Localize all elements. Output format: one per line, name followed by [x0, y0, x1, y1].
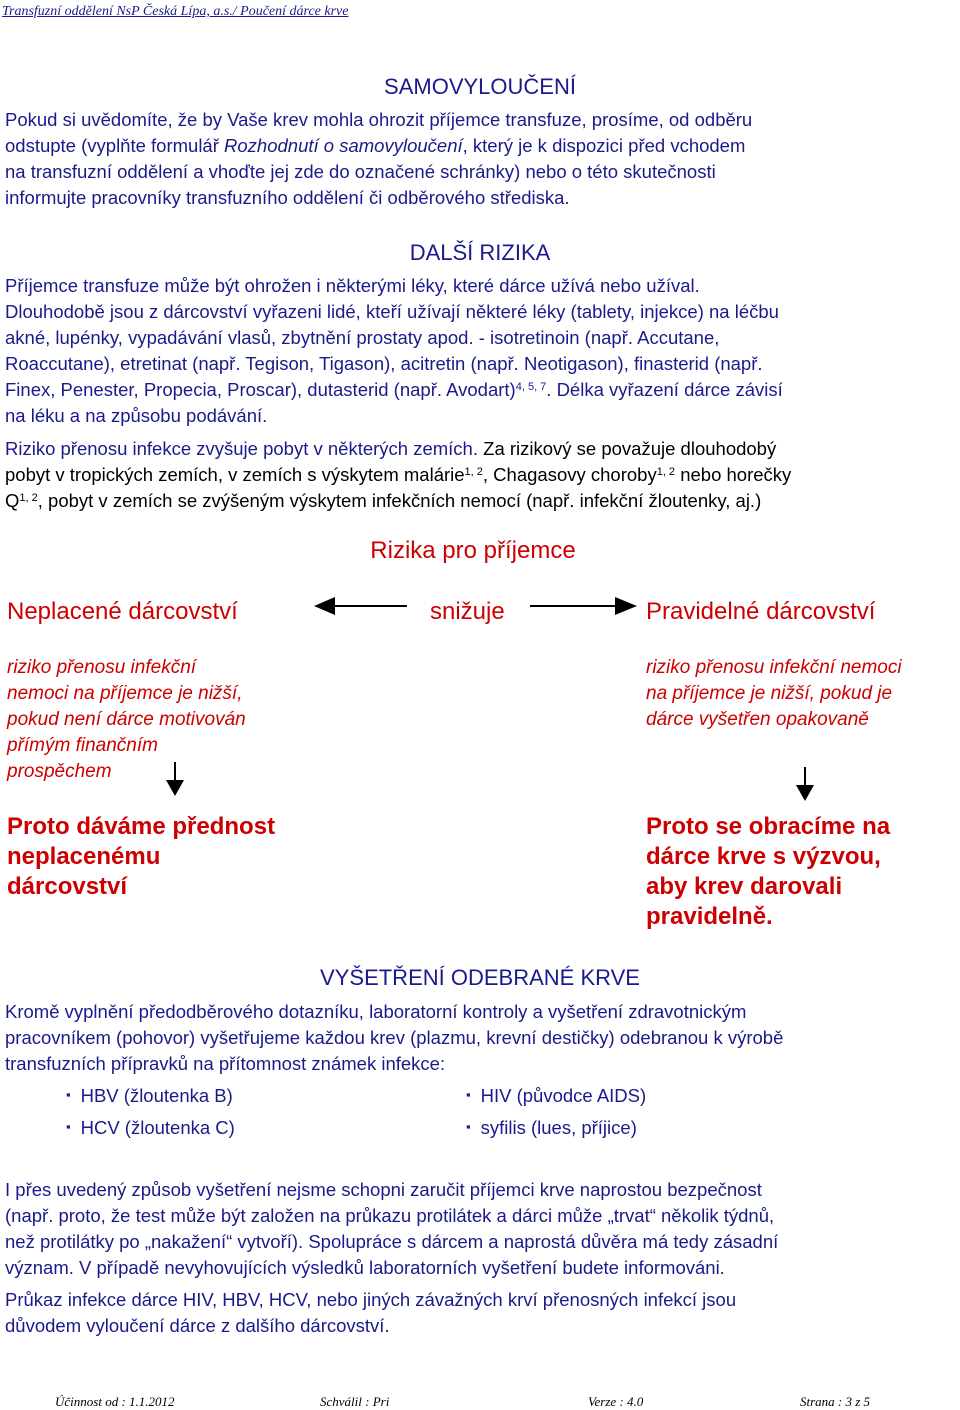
text-line: odstupte (vyplňte formulář Rozhodnutí o samovyloučení, který je k dispozici před vchodem: [5, 135, 746, 156]
footer-verze: Verze : 4.0: [588, 1394, 644, 1409]
right-text: riziko přenosu infekční nemoci na příjemce je nižší, pokud je dárce vyšetřen opakovaně: [646, 657, 902, 730]
text-line: Příjemce transfuze může být ohrožen i některými léky, které dárce užívá nebo užíval.: [5, 275, 700, 296]
left-heading: Neplacené dárcovství: [7, 598, 238, 625]
text-line: Riziko přenosu infekce zvyšuje pobyt v některých zemích. Za rizikový se považuje dlouhodobý: [5, 438, 777, 459]
bullet-hbv: ▪ HBV (žloutenka B): [66, 1082, 233, 1109]
text-line: Dlouhodobě jsou z dárcovství vyřazeni lidé, kteří užívají některé léky (tablety, injekce) na léčbu: [5, 301, 779, 322]
text-line: Pokud si uvědomíte, že by Vaše krev mohla ohrozit příjemce transfuze, prosíme, od odběru: [5, 109, 753, 130]
left-arrow: [314, 597, 407, 615]
left-result: Proto dáváme přednost neplacenému dárcovství: [7, 813, 276, 900]
vysetreni-paragraph: I přes uvedený způsob vyšetření nejsme schopni zaručit příjemci krve naprostou bezpečnost (např. proto, že test může být založen na průkazu protilátek a dárci může „trvat“ několik týdnů, než protilátky po „nakažení“ vytvoří). Spolupráce s dárcem a naprostá důvěra má tedy zásadní význam. V případě nevyhovujících výsledků laboratorních vyšetření budete informováni.: [5, 1179, 779, 1278]
right-arrow: [530, 597, 637, 615]
section-title-rizika: DALŠÍ RIZIKA: [409, 240, 551, 265]
reference-sup: 4, 5, 7: [515, 381, 547, 393]
text-line: Q$^{1, 2}$, pobyt v zemích se zvýšeným výskytem infekčních nemocí (např. infekční žloutenky, aj.): [5, 490, 762, 511]
bullet-hiv: ▪ HIV (původce AIDS): [466, 1082, 646, 1109]
section-title-samovylouceni: SAMOVYLOUČENÍ: [384, 74, 576, 99]
text-line: na transfuzní oddělení a vhoďte jej zde do označené schránky) nebo o této skutečnosti: [5, 161, 716, 182]
vysetreni-paragraph-2: Průkaz infekce dárce HIV, HBV, HCV, nebo jiných závažných krví přenosných infekcí jsou důvodem vyloučení dárce z dalšího dárcovství.: [5, 1289, 737, 1336]
text-line: Finex, Penester, Propecia, Proscar), dutasterid (např. Avodart)$^{4, 5, 7}$. Délka vyřazení dárce závisí: [5, 379, 783, 400]
header-link[interactable]: Transfuzní oddělení NsP Česká Lípa, a.s./ Poučení dárce krve: [2, 4, 349, 19]
text-line: na léku a na způsobu podávání.: [5, 405, 268, 426]
diagram-title: Rizika pro příjemce: [370, 537, 576, 564]
footer-strana: Strana : 3 z 5: [800, 1394, 871, 1409]
center-heading: snižuje: [430, 598, 505, 625]
text-line: pobyt v tropických zemích, v zemích s výskytem malárie$^{1, 2}$, Chagasovy choroby$^{1, 2}$ nebo horečky: [5, 464, 792, 485]
text-line: informujte pracovníky transfuzního oddělení či odběrového střediska.: [5, 187, 570, 208]
form-name: Rozhodnutí o samovyloučení: [224, 135, 463, 156]
bullet-hcv: ▪ HCV (žloutenka C): [66, 1114, 235, 1141]
down-arrow-right: [796, 767, 814, 801]
section-title-vysetreni: VYŠETŘENÍ ODEBRANÉ KRVE: [320, 965, 640, 990]
right-result: Proto se obracíme na dárce krve s výzvou, aby krev darovali pravidelně.: [646, 813, 891, 930]
text-line: akné, lupénky, vypadávání vlasů, zbytnění prostaty apod. - isotretinoin (např. Accutane,: [5, 327, 720, 348]
bullet-syfilis: ▪ syfilis (lues, příjice): [466, 1114, 637, 1141]
footer-ucinnost: Účinnost od : 1.1.2012: [55, 1394, 175, 1409]
vysetreni-intro: Kromě vyplnění předodběrového dotazníku, laboratorní kontroly a vyšetření zdravotnickým pracovníkem (pohovor) vyšetřujeme každou krev (plazmu, krevní destičky) odebranou k výrobě transfuzních přípravků na přítomnost známek infekce:: [5, 1001, 784, 1074]
text-line: Roaccutane), etretinat (např. Tegison, Tigason), acitretin (např. Neotigason), finasterid (např.: [5, 353, 763, 374]
footer-schvalil: Schválil : Pri: [320, 1394, 390, 1409]
left-text: riziko přenosu infekční nemoci na příjemce je nižší, pokud není dárce motivován přímým finančním prospěchem: [7, 657, 246, 782]
right-heading: Pravidelné dárcovství: [646, 598, 876, 625]
